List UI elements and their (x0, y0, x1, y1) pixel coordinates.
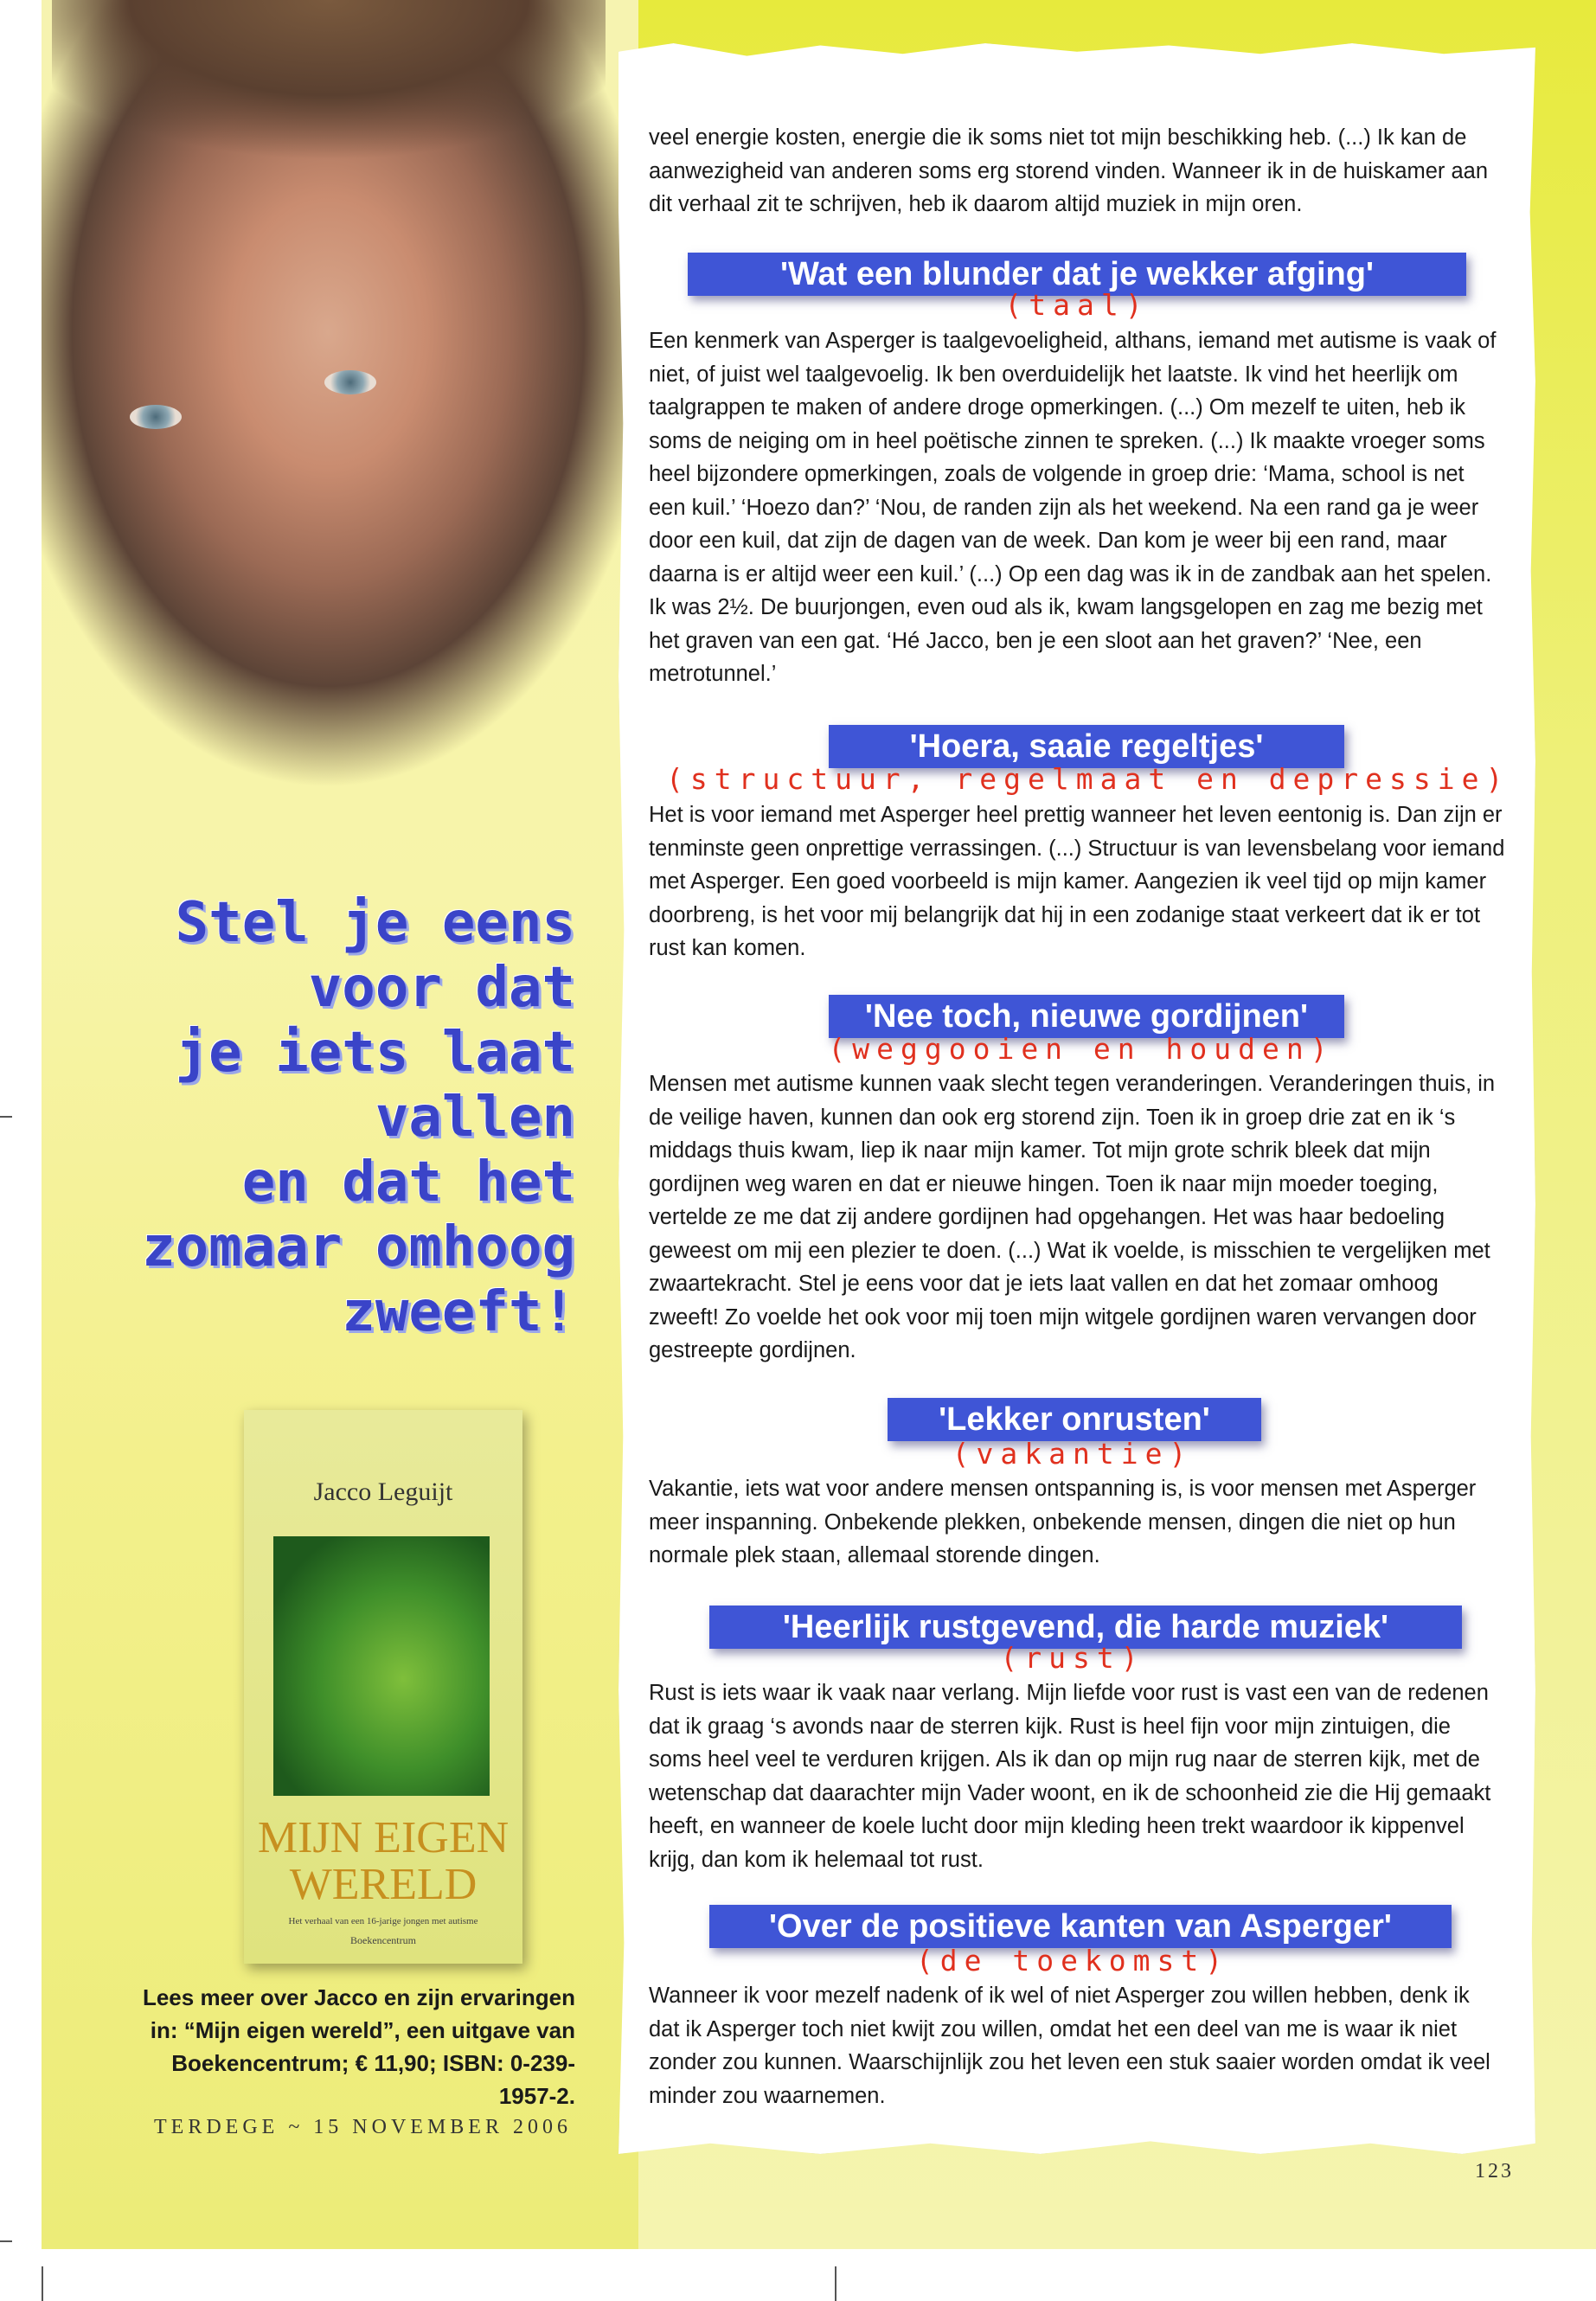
section-heading-gordijnen: 'Nee toch, nieuwe gordijnen' (829, 995, 1344, 1038)
section-heading-structuur: 'Hoera, saaie regeltjes' (829, 725, 1344, 768)
section-subtitle-taal: (taal) (1004, 288, 1150, 322)
section-body-taal: Een kenmerk van Asperger is taalgevoeligheid, althans, iemand met autisme is vaak of niet, of juist wel taalgevoelig. Ik ben overduidelijk het laatste. Ik vind het heerlijk om taalgrappen te maken of andere droge opmerkingen. (...) Om mezelf te uiten, heb ik soms de neiging om in heel poëtische zinnen te spreken. (...) Ik maakte vroeger soms heel bijzondere opmerkingen, zoals de volgende in groep drie: ‘Mama, school is net een kuil.’ ‘Hoezo dan?’ ‘Nou, de randen zijn als het weekend. Na een rand ga je weer door een kuil, dat zijn de dagen van de week. Dan kom je weer bij een rand, maar daarna is er altijd weer een kuil.’ (...) Op een dag was ik in de zandbak aan het spelen. Ik was 2½. De buurjongen, even oud als ik, kwam langsgelopen en zag me bezig met het graven van een gat. ‘Hé Jacco, ben je een sloot aan het graven?’ ‘Nee, een metrotunnel.’ (649, 329, 1497, 686)
book-subtitle: Het verhaal van een 16-jarige jongen met autisme (288, 1916, 478, 1926)
section-heading-rust: 'Heerlijk rustgevend, die harde muziek' (709, 1606, 1462, 1649)
section-heading-toekomst: 'Over de positieve kanten van Asperger' (709, 1905, 1452, 1948)
page-number: 123 (1475, 2160, 1514, 2182)
section-subtitle-structuur: (structuur, regelmaat en depressie) (666, 762, 1510, 796)
pull-quote: Stel je eens voor dat je iets laat vallen en dat het zomaar omhoog zweeft! (142, 891, 575, 1344)
section-subtitle-gordijnen: (weggooien en houden) (828, 1032, 1335, 1066)
crop-mark (0, 1116, 12, 1118)
book-publisher: Boekencentrum (350, 1934, 416, 1946)
book-caption: Lees meer over Jacco en zijn ervaringen in: “Mijn eigen wereld”, een uitgave van Boekencentrum; € 11,90; ISBN: 0-239-1957-2. (142, 1984, 575, 2109)
section-body-gordijnen: Mensen met autisme kunnen vaak slecht tegen veranderingen. Veranderingen thuis, in de veilige haven, kunnen dan ook erg storend zijn. Toen ik in groep drie zat en ik ‘s middags thuis kwam, liep ik naar mijn kamer. Tot mijn grote schrik bleek dat mijn gordijnen weg waren en dat er nieuwe hingen. Toen ik naar mijn moeder toeging, vertelde ze me dat zij andere gordijnen had opgehangen. Het was haar bedoeling geweest om mij een plezier te doen. (...) Wat ik voelde, is misschien te vergelijken met zwaartekracht. Stel je eens voor dat je iets laat vallen en dat het zomaar omhoog zweeft! Zo voelde het ook voor mij toen mijn witgele gordijnen waren vervangen door gestreepte gordijnen. (649, 1072, 1496, 1362)
section-body-vakantie: Vakantie, iets wat voor andere mensen ontspanning is, is voor mensen met Asperger meer inspanning. Onbekende plekken, onbekende mensen, dingen die niet op hun normale plek staan, allemaal storende dingen. (649, 1477, 1477, 1567)
crop-mark (42, 2266, 43, 2301)
portrait-hair (52, 0, 606, 199)
book-title: MIJN EIGEN WERELD (257, 1813, 510, 1909)
section-body-structuur: Het is voor iemand met Asperger heel prettig wanneer het leven eentonig is. Dan zijn er tenminste geen onprettige verrassingen. (...) Structuur is van levensbelang voor iemand met Asperger. Een goed voorbeeld is mijn kamer. Aangezien ik veel tijd op mijn kamer doorbreng, is het voor mij belangrijk dat hij in een zodanige staat verkeert dat ik er tot rust kan komen. (649, 803, 1505, 960)
section-body-rust: Rust is iets waar ik vaak naar verlang. Mijn liefde voor rust is vast een van de redenen dat ik graag ‘s avonds naar de sterren kijk. Rust is heel fijn voor mijn zintuigen, die soms heel veel te verduren krijgen. Als ik dan op mijn rug naar de sterren kijk, met de wetenschap dat daarachter mijn Vader woont, en ik de schoonheid zie die Hij gemaakt heeft, en wanneer de koele lucht door mijn kleding heen trekt waardoor ik kippenvel krijg, dan kom ik helemaal tot rust. (649, 1681, 1491, 1872)
section-subtitle-toekomst: (de toekomst) (915, 1944, 1230, 1977)
section-heading-taal: 'Wat een blunder dat je wekker afging' (688, 253, 1466, 296)
section-subtitle-vakantie: (vakantie) (952, 1437, 1194, 1471)
footer-magazine: TERDEGE ~ 15 NOVEMBER 2006 (154, 2116, 572, 2138)
section-body-toekomst: Wanneer ik voor mezelf nadenk of ik wel of niet Asperger zou willen hebben, denk ik dat ik Asperger toch niet kwijt zou willen, omdat het een deel van me is waar ik niet zonder zou kunnen. Waarschijnlijk zou het leven een stuk saaier worden omdat ik veel minder zou waarnemen. (649, 1984, 1490, 2108)
crop-mark (0, 2240, 12, 2242)
intro-text: veel energie kosten, energie die ik soms niet tot mijn beschikking heb. (...) Ik kan de aanwezigheid van anderen soms erg storend vinden. Wanneer ik in de huiskamer aan dit verhaal zit te schrijven, heb ik daarom altijd muziek in mijn oren. (649, 125, 1489, 216)
book-cover-image (273, 1536, 490, 1796)
section-subtitle-rust: (rust) (1000, 1641, 1145, 1675)
crop-mark (835, 2266, 836, 2301)
book-cover (244, 1410, 522, 1964)
section-heading-vakantie: 'Lekker onrusten' (888, 1398, 1261, 1441)
portrait-eye-left (130, 405, 182, 429)
portrait-eye-right (324, 370, 376, 394)
book-author: Jacco Leguijt (313, 1477, 453, 1506)
